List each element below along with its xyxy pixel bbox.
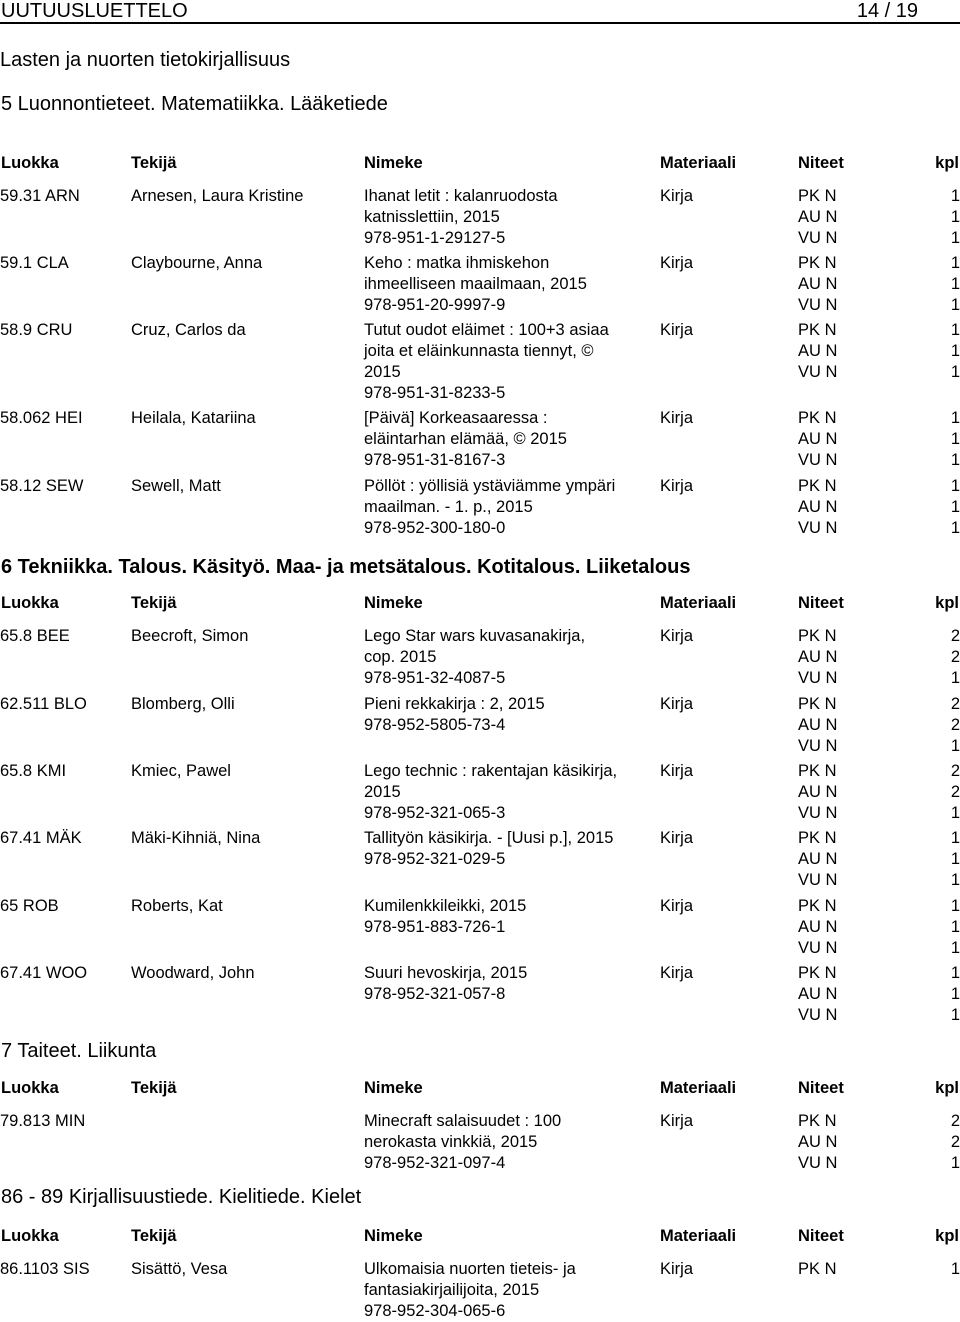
title-line: Tutut oudot eläimet : 100+3 asiaa bbox=[364, 321, 609, 339]
isbn: 978-952-321-065-3 bbox=[364, 804, 506, 822]
column-header-holdings: Niteet bbox=[798, 594, 844, 612]
class-code: 58.9 CRU bbox=[0, 321, 73, 339]
holding-count: 2 bbox=[950, 627, 960, 645]
holding-count: 1 bbox=[950, 964, 960, 982]
column-header-class: Luokka bbox=[1, 1079, 59, 1097]
holding-count: 1 bbox=[950, 669, 960, 687]
holding-line bbox=[798, 828, 960, 849]
column-header-holdings: Niteet bbox=[798, 154, 844, 172]
material-type: Kirja bbox=[660, 829, 694, 847]
holding-count: 1 bbox=[950, 430, 960, 448]
author-name: Roberts, Kat bbox=[131, 897, 223, 915]
material-type: Kirja bbox=[660, 187, 694, 205]
material-type: Kirja bbox=[660, 1112, 694, 1130]
material-type: Kirja bbox=[660, 627, 694, 645]
author-name: Sewell, Matt bbox=[131, 477, 221, 495]
holding-location: VU N bbox=[798, 229, 838, 247]
column-header-count: kpl bbox=[935, 1079, 959, 1097]
holding-count: 1 bbox=[950, 829, 960, 847]
holding-line bbox=[798, 870, 960, 891]
title-line: Ulkomaisia nuorten tieteis- ja bbox=[364, 1260, 576, 1278]
title-line: maailman. - 1. p., 2015 bbox=[364, 498, 533, 516]
holding-count: 1 bbox=[950, 254, 960, 272]
column-header-material: Materiaali bbox=[660, 594, 737, 612]
column-headers bbox=[0, 592, 960, 614]
holding-line bbox=[798, 984, 960, 1005]
column-headers bbox=[0, 1077, 960, 1099]
title-line: Pöllöt : yöllisiä ystäviämme ympäri bbox=[364, 477, 616, 495]
holding-count: 1 bbox=[950, 208, 960, 226]
title-line: Tallityön käsikirja. - [Uusi p.], 2015 bbox=[364, 829, 614, 847]
holding-count: 1 bbox=[950, 296, 960, 314]
class-code: 65.8 BEE bbox=[0, 627, 70, 645]
isbn: 978-952-321-097-4 bbox=[364, 1154, 506, 1172]
class-code: 79.813 MIN bbox=[0, 1112, 86, 1130]
holding-count: 2 bbox=[950, 695, 960, 713]
material-type: Kirja bbox=[660, 254, 694, 272]
holding-line bbox=[798, 938, 960, 959]
title-block bbox=[364, 1259, 654, 1322]
material-type: Kirja bbox=[660, 321, 694, 339]
isbn: 978-951-1-29127-5 bbox=[364, 229, 506, 247]
holding-location: VU N bbox=[798, 1006, 838, 1024]
isbn: 978-952-5805-73-4 bbox=[364, 716, 506, 734]
material-type: Kirja bbox=[660, 695, 694, 713]
holding-line bbox=[798, 668, 960, 689]
holding-line bbox=[798, 736, 960, 757]
holdings-list bbox=[798, 694, 960, 757]
holding-location: PK N bbox=[798, 627, 837, 645]
holding-location: AU N bbox=[798, 783, 838, 801]
column-header-holdings: Niteet bbox=[798, 1079, 844, 1097]
holding-count: 1 bbox=[950, 897, 960, 915]
column-header-material: Materiaali bbox=[660, 154, 737, 172]
holding-location: AU N bbox=[798, 1133, 838, 1151]
class-code: 67.41 WOO bbox=[0, 964, 88, 982]
column-header-title: Nimeke bbox=[364, 1079, 423, 1097]
title-line: nerokasta vinkkiä, 2015 bbox=[364, 1133, 538, 1151]
holding-count: 1 bbox=[950, 918, 960, 936]
holding-line bbox=[798, 429, 960, 450]
isbn: 978-952-304-065-6 bbox=[364, 1302, 506, 1320]
holding-location: VU N bbox=[798, 804, 838, 822]
holding-count: 1 bbox=[950, 342, 960, 360]
title-line: [Päivä] Korkeasaaressa : bbox=[364, 409, 548, 427]
title-line: Lego Star wars kuvasanakirja, bbox=[364, 627, 586, 645]
holding-location: AU N bbox=[798, 342, 838, 360]
title-line: cop. 2015 bbox=[364, 648, 437, 666]
holding-line bbox=[798, 341, 960, 362]
author-name: Blomberg, Olli bbox=[131, 695, 235, 713]
holding-count: 1 bbox=[950, 939, 960, 957]
holding-location: PK N bbox=[798, 321, 837, 339]
holding-count: 1 bbox=[950, 229, 960, 247]
holding-location: AU N bbox=[798, 985, 838, 1003]
holding-location: PK N bbox=[798, 477, 837, 495]
holding-count: 1 bbox=[950, 187, 960, 205]
title-block bbox=[364, 476, 654, 539]
holding-location: PK N bbox=[798, 254, 837, 272]
author-name: Mäki-Kihniä, Nina bbox=[131, 829, 261, 847]
holding-count: 2 bbox=[950, 762, 960, 780]
holding-location: AU N bbox=[798, 716, 838, 734]
title-line: katnisslettiin, 2015 bbox=[364, 208, 500, 226]
title-line: Pieni rekkakirja : 2, 2015 bbox=[364, 695, 545, 713]
holding-location: VU N bbox=[798, 296, 838, 314]
holding-line bbox=[798, 518, 960, 539]
material-type: Kirja bbox=[660, 1260, 694, 1278]
holding-location: VU N bbox=[798, 519, 838, 537]
holding-line bbox=[798, 253, 960, 274]
holding-line bbox=[798, 228, 960, 249]
holding-line bbox=[798, 362, 960, 383]
holdings-list bbox=[798, 761, 960, 824]
title-block bbox=[364, 253, 654, 316]
holding-line bbox=[798, 803, 960, 824]
holding-location: AU N bbox=[798, 208, 838, 226]
holding-count: 2 bbox=[950, 716, 960, 734]
holding-location: AU N bbox=[798, 850, 838, 868]
holdings-list bbox=[798, 408, 960, 471]
holding-location: AU N bbox=[798, 648, 838, 666]
class-code: 58.062 HEI bbox=[0, 409, 83, 427]
holding-location: AU N bbox=[798, 275, 838, 293]
author-name: Claybourne, Anna bbox=[131, 254, 263, 272]
title-block bbox=[364, 694, 654, 736]
isbn: 978-951-20-9997-9 bbox=[364, 296, 506, 314]
holding-location: PK N bbox=[798, 829, 837, 847]
title-block bbox=[364, 828, 654, 870]
holding-location: VU N bbox=[798, 451, 838, 469]
holding-count: 1 bbox=[950, 477, 960, 495]
holdings-list bbox=[798, 186, 960, 249]
column-header-count: kpl bbox=[935, 594, 959, 612]
material-type: Kirja bbox=[660, 409, 694, 427]
holding-count: 2 bbox=[950, 648, 960, 666]
title-block bbox=[364, 320, 654, 404]
holding-count: 1 bbox=[950, 871, 960, 889]
holding-line bbox=[798, 1153, 960, 1174]
holding-location: VU N bbox=[798, 871, 838, 889]
holdings-list bbox=[798, 320, 960, 383]
holding-location: PK N bbox=[798, 409, 837, 427]
holding-location: PK N bbox=[798, 897, 837, 915]
isbn: 978-951-32-4087-5 bbox=[364, 669, 506, 687]
holding-location: PK N bbox=[798, 1112, 837, 1130]
title-line: ihmeelliseen maailmaan, 2015 bbox=[364, 275, 587, 293]
title-line: Suuri hevoskirja, 2015 bbox=[364, 964, 528, 982]
holding-count: 1 bbox=[950, 804, 960, 822]
column-header-count: kpl bbox=[935, 154, 959, 172]
author-name: Woodward, John bbox=[131, 964, 255, 982]
holdings-list bbox=[798, 1259, 960, 1280]
holding-line bbox=[798, 694, 960, 715]
author-name: Kmiec, Pawel bbox=[131, 762, 231, 780]
header-divider bbox=[0, 22, 960, 24]
holding-line bbox=[798, 450, 960, 471]
holding-location: VU N bbox=[798, 1154, 838, 1172]
class-code: 67.41 MÄK bbox=[0, 829, 82, 847]
column-headers bbox=[0, 152, 960, 174]
title-line: Minecraft salaisuudet : 100 bbox=[364, 1112, 562, 1130]
holding-line bbox=[798, 761, 960, 782]
column-header-author: Tekijä bbox=[131, 154, 177, 172]
holding-location: VU N bbox=[798, 669, 838, 687]
holding-line bbox=[798, 476, 960, 497]
title-line: Kumilenkkileikki, 2015 bbox=[364, 897, 527, 915]
title-line: 2015 bbox=[364, 363, 401, 381]
holding-count: 2 bbox=[950, 1112, 960, 1130]
column-header-author: Tekijä bbox=[131, 1079, 177, 1097]
holding-location: VU N bbox=[798, 737, 838, 755]
holding-line bbox=[798, 1259, 960, 1280]
holding-line bbox=[798, 497, 960, 518]
author-name: Cruz, Carlos da bbox=[131, 321, 246, 339]
holding-line bbox=[798, 295, 960, 316]
page-header bbox=[0, 0, 960, 22]
holding-count: 1 bbox=[950, 451, 960, 469]
holding-line bbox=[798, 963, 960, 984]
class-code: 65.8 KMI bbox=[0, 762, 67, 780]
holding-count: 1 bbox=[950, 737, 960, 755]
class-code: 86.1103 SIS bbox=[0, 1260, 90, 1278]
holding-line bbox=[798, 274, 960, 295]
section-heading: 6 Tekniikka. Talous. Käsityö. Maa- ja metsätalous. Kotitalous. Liiketalous bbox=[1, 556, 691, 578]
column-header-class: Luokka bbox=[1, 1227, 59, 1245]
holding-line bbox=[798, 1005, 960, 1026]
holding-line bbox=[798, 207, 960, 228]
material-type: Kirja bbox=[660, 477, 694, 495]
author-name: Sisättö, Vesa bbox=[131, 1260, 228, 1278]
column-header-title: Nimeke bbox=[364, 154, 423, 172]
holding-count: 1 bbox=[950, 519, 960, 537]
holdings-list bbox=[798, 626, 960, 689]
holding-line bbox=[798, 896, 960, 917]
class-code: 59.31 ARN bbox=[0, 187, 80, 205]
title-block bbox=[364, 761, 654, 824]
title-line: Keho : matka ihmiskehon bbox=[364, 254, 550, 272]
holding-count: 1 bbox=[950, 985, 960, 1003]
holding-line bbox=[798, 1111, 960, 1132]
isbn: 978-951-31-8167-3 bbox=[364, 451, 506, 469]
column-header-author: Tekijä bbox=[131, 594, 177, 612]
title-block bbox=[364, 896, 654, 938]
holdings-list bbox=[798, 253, 960, 316]
author-name: Arnesen, Laura Kristine bbox=[131, 187, 304, 205]
title-line: joita et eläinkunnasta tiennyt, © bbox=[364, 342, 594, 360]
isbn: 978-951-31-8233-5 bbox=[364, 384, 506, 402]
class-code: 65 ROB bbox=[0, 897, 59, 915]
column-header-material: Materiaali bbox=[660, 1227, 737, 1245]
holding-location: PK N bbox=[798, 187, 837, 205]
holding-line bbox=[798, 320, 960, 341]
author-name: Heilala, Katariina bbox=[131, 409, 256, 427]
holding-line bbox=[798, 408, 960, 429]
holding-count: 1 bbox=[950, 1154, 960, 1172]
column-header-author: Tekijä bbox=[131, 1227, 177, 1245]
holding-location: PK N bbox=[798, 695, 837, 713]
holding-count: 1 bbox=[950, 498, 960, 516]
class-code: 59.1 CLA bbox=[0, 254, 69, 272]
holding-location: VU N bbox=[798, 939, 838, 957]
page-number: 14 / 19 bbox=[856, 0, 918, 22]
holdings-list bbox=[798, 1111, 960, 1174]
holding-location: PK N bbox=[798, 964, 837, 982]
title-block bbox=[364, 626, 654, 689]
section-heading: 86 - 89 Kirjallisuustiede. Kielitiede. Kielet bbox=[1, 1186, 362, 1208]
section-heading: 5 Luonnontieteet. Matematiikka. Lääketiede bbox=[1, 93, 388, 115]
material-type: Kirja bbox=[660, 897, 694, 915]
column-header-count: kpl bbox=[935, 1227, 959, 1245]
title-block bbox=[364, 1111, 654, 1174]
column-header-class: Luokka bbox=[1, 154, 59, 172]
column-header-holdings: Niteet bbox=[798, 1227, 844, 1245]
holding-count: 1 bbox=[950, 1006, 960, 1024]
holding-location: AU N bbox=[798, 498, 838, 516]
title-block bbox=[364, 186, 654, 249]
class-code: 58.12 SEW bbox=[0, 477, 84, 495]
holding-line bbox=[798, 186, 960, 207]
column-headers bbox=[0, 1225, 960, 1247]
title-block bbox=[364, 408, 654, 471]
category-heading: Lasten ja nuorten tietokirjallisuus bbox=[0, 49, 291, 71]
holding-line bbox=[798, 849, 960, 870]
title-line: Lego technic : rakentajan käsikirja, bbox=[364, 762, 618, 780]
holding-count: 2 bbox=[950, 1133, 960, 1151]
column-header-class: Luokka bbox=[1, 594, 59, 612]
column-header-material: Materiaali bbox=[660, 1079, 737, 1097]
title-line: eläintarhan elämää, © 2015 bbox=[364, 430, 567, 448]
column-header-title: Nimeke bbox=[364, 1227, 423, 1245]
holding-location: AU N bbox=[798, 918, 838, 936]
holding-line bbox=[798, 917, 960, 938]
author-name: Beecroft, Simon bbox=[131, 627, 249, 645]
column-header-title: Nimeke bbox=[364, 594, 423, 612]
holding-count: 1 bbox=[950, 1260, 960, 1278]
holding-count: 1 bbox=[950, 850, 960, 868]
holding-count: 1 bbox=[950, 363, 960, 381]
isbn: 978-951-883-726-1 bbox=[364, 918, 506, 936]
holding-line bbox=[798, 647, 960, 668]
class-code: 62.511 BLO bbox=[0, 695, 87, 713]
catalog-title: UUTUUSLUETTELO bbox=[1, 0, 188, 22]
material-type: Kirja bbox=[660, 762, 694, 780]
holding-location: PK N bbox=[798, 1260, 837, 1278]
holding-count: 1 bbox=[950, 321, 960, 339]
holding-line bbox=[798, 626, 960, 647]
title-line: Ihanat letit : kalanruodosta bbox=[364, 187, 558, 205]
title-block bbox=[364, 963, 654, 1005]
section-heading: 7 Taiteet. Liikunta bbox=[1, 1040, 157, 1062]
holding-count: 1 bbox=[950, 275, 960, 293]
holdings-list bbox=[798, 828, 960, 891]
holding-line bbox=[798, 715, 960, 736]
holding-location: VU N bbox=[798, 363, 838, 381]
holding-count: 2 bbox=[950, 783, 960, 801]
holding-location: PK N bbox=[798, 762, 837, 780]
isbn: 978-952-300-180-0 bbox=[364, 519, 506, 537]
holding-location: AU N bbox=[798, 430, 838, 448]
holdings-list bbox=[798, 476, 960, 539]
holding-line bbox=[798, 782, 960, 803]
holdings-list bbox=[798, 896, 960, 959]
title-line: fantasiakirjailijoita, 2015 bbox=[364, 1281, 540, 1299]
title-line: 2015 bbox=[364, 783, 401, 801]
isbn: 978-952-321-029-5 bbox=[364, 850, 506, 868]
holding-line bbox=[798, 1132, 960, 1153]
holdings-list bbox=[798, 963, 960, 1026]
material-type: Kirja bbox=[660, 964, 694, 982]
holding-count: 1 bbox=[950, 409, 960, 427]
isbn: 978-952-321-057-8 bbox=[364, 985, 506, 1003]
